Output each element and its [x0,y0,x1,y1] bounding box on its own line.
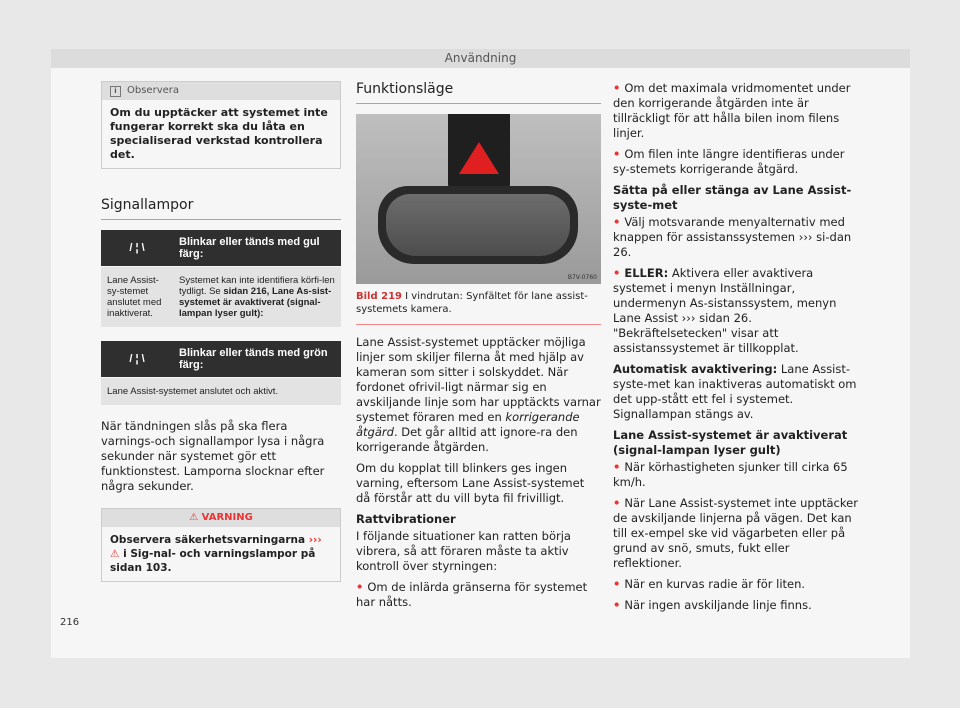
list-item: • Om det maximala vridmomentet under den korrigerande åtgärden inte är tillräckligt för att hålla bilen inom filens linjer. [613,81,858,141]
list-item: • Välj motsvarande menyalternativ med knappen för assistanssystemen ››› si-dan 26. [613,215,858,260]
section-header: Användning [51,49,910,68]
caption-label: Bild 219 [356,291,402,302]
auto-label: Automatisk avaktivering: [613,362,778,376]
p1-emphasis: korrigerande åtgärd [356,410,580,439]
function-title: Funktionsläge [356,81,601,104]
or-text: Aktivera eller avaktivera systemet i menyn Inställningar, undermenyn As-sistanssystem, menyn Lane Assist ››› sidan 26. "Bekräftelsetecken" visar att assistanssystemet är tillkopplat. [613,266,837,355]
auto-text: Lane Assist-syste-met kan inaktiveras automatiskt om det upp-stått ett fel i systemet. Signallampan stängs av. [613,362,857,421]
function-paragraph-1 [356,335,601,455]
warning-label: VARNING [201,512,253,523]
warning-header: ⚠ VARNING [102,509,340,527]
table-header-green: Blinkar eller tänds med grön färg: [173,341,341,378]
column-left [101,81,341,582]
warning-text-b: i Sig-nal- och varningslampor på sidan 103. [110,548,316,574]
desc-link[interactable]: sidan 216, Lane As-sist-systemet är avaktiverat (signal-lampan lyser gult): [179,286,332,319]
function-paragraph-3: I följande situationer kan ratten börja vibrera, så att föraren måste ta aktiv kontroll över styrningen: [356,529,571,573]
lane-assist-icon: / ¦ \ [101,230,173,267]
table-cell-description [173,267,341,328]
note-header [102,82,340,100]
onoff-subtitle: Sätta på eller stänga av Lane Assist-syste-met [613,183,852,212]
list-item: • Om de inlärda gränserna för systemet har nåtts. [356,580,601,610]
signal-paragraph: När tändningen slås på ska flera varnings-och signallampor lysa i några sekunder när systemet gör ett funktionstest. Lamporna slocknar efter några sekunder. [101,419,325,493]
p1-text: Lane Assist-systemet upptäcker möjliga linjer som skiljer filerna åt med hjälp av kameran som sitter i solskyddet. När fordonet ofrivil-ligt närmar sig en avskiljande linje som har upptäckts varnar systemet föraren med en [356,335,601,424]
or-label: ELLER: [624,266,669,280]
column-middle [356,81,601,616]
figure-mirror-camera [356,114,601,284]
table-cell-green: Lane Assist-systemet anslutet och aktivt. [101,378,341,406]
warning-text-a: Observera säkerhetsvarningarna [110,534,309,546]
list-item [613,266,858,356]
warning-box [101,508,341,582]
function-paragraph-2: Om du kopplat till blinkers ges ingen varning, eftersom Lane Assist-systemet då förstår att du vill byta fil frivilligt. [356,461,585,505]
warning-text [102,527,340,581]
list-item: • När körhastigheten sjunker till cirka 65 km/h. [613,460,858,490]
lane-assist-icon: / ¦ \ [101,341,173,378]
list-item: • Om filen inte längre identifieras under sy-stemets korrigerande åtgärd. [613,147,858,177]
arrow-icon[interactable]: ››› [308,534,322,546]
signal-title: Signallampor [101,197,341,220]
list-item: • När Lane Assist-systemet inte upptäcker de avskiljande linjerna på vägen. Det kan till ex-empel ske vid vägarbeten eller på grund av snö, smuts, fukt eller reflektioner. [613,496,858,571]
table-cell-condition: Lane Assist-sy-stemet anslutet med inaktiverat. [101,267,173,328]
warning-triangle-icon: ⚠ [110,548,120,560]
figure-caption [356,290,601,325]
signal-table-yellow [101,230,341,327]
deactivated-subtitle: Lane Assist-systemet är avaktiverat (signal-lampan lyser gult) [613,428,848,457]
p1-end: . Det går alltid att ignore-ra den korrigerande åtgärden. [356,425,578,454]
list-item: • När ingen avskiljande linje finns. [613,598,858,613]
list-item: • När en kurvas radie är för liten. [613,577,858,592]
note-box [101,81,341,169]
camera-field-triangle-icon [459,142,499,174]
page-number: 216 [60,617,80,628]
column-right [613,81,858,619]
vibration-subtitle: Rattvibrationer [356,512,456,526]
caption-text: I vindrutan: Synfältet för lane assist-systemets kamera. [356,291,588,315]
figure-code: B7V-0760 [567,274,597,281]
mirror-glass [386,194,570,256]
note-label: Observera [127,85,180,96]
rearview-mirror [378,186,578,264]
manual-page [51,49,910,658]
desc-text: Systemet kan inte identifiera körfi-len tydligt. Se [179,275,335,297]
table-header-yellow: Blinkar eller tänds med gul färg: [173,230,341,267]
info-icon: i [110,86,121,97]
signal-table-green [101,341,341,405]
auto-deactivation [613,362,858,422]
note-text: Om du upptäcker att systemet inte fungerar korrekt ska du låta en specialiserad verkstad kontrollera det. [110,106,328,161]
